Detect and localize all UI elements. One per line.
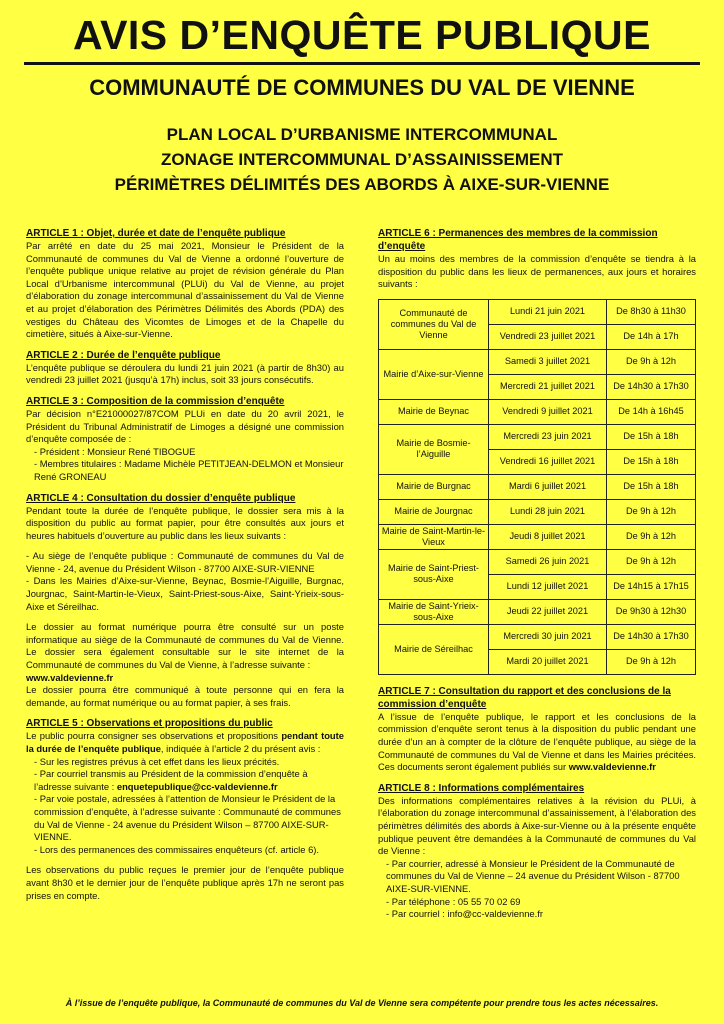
- table-cell-hours: De 9h à 12h: [607, 349, 696, 374]
- list-item: - Président : Monsieur René TIBOGUE: [34, 446, 344, 459]
- article-4: [26, 492, 344, 710]
- list-item: - Membres titulaires : Madame Michèle PETITJEAN-DELMON et Monsieur René GRONEAU: [34, 458, 344, 483]
- article-heading: ARTICLE 1 : Objet, durée et date de l’enquête publique: [26, 228, 286, 239]
- table-cell-location: Communauté de communes du Val de Vienne: [379, 299, 489, 349]
- table-cell-date: Mardi 20 juillet 2021: [489, 649, 607, 674]
- article-text: Par arrêté en date du 25 mai 2021, Monsieur le Président de la Communauté de communes du Val de Vienne a ordonné l’ouverture de l’enquête publique unique relative au projet de révision générale du Plan Local d’Urbanisme intercommunal (PLUi) du Val de Vienne, au projet d’élaboration du zonage intercommunal d’assainissement du Val de Vienne et au projet d’élaboration des Périmètres Délimités des Abords (PDA) des vestiges du Château des Vicomtes de Limoges et de la Chapelle du cimetière, situés à Aixe-sur-Vienne.: [26, 240, 344, 340]
- article-heading: ARTICLE 5 : Observations et propositions du public: [26, 718, 273, 730]
- table-cell-hours: De 14h15 à 17h15: [607, 574, 696, 599]
- table-cell-date: Vendredi 9 juillet 2021: [489, 399, 607, 424]
- table-row: [379, 474, 696, 499]
- permanences-table: [378, 299, 696, 675]
- table-row: [379, 599, 696, 624]
- table-cell-location: Mairie de Saint-Martin-le-Vieux: [379, 524, 489, 549]
- article-heading: ARTICLE 6 : Permanences des membres de la commission d’enquête: [378, 228, 658, 252]
- table-row: [379, 624, 696, 649]
- table-cell-hours: De 14h30 à 17h30: [607, 624, 696, 649]
- contact-list: [378, 858, 696, 921]
- article-text: [378, 711, 696, 774]
- observation-methods: [26, 756, 344, 857]
- article-text: - Au siège de l’enquête publique : Communauté de communes du Val de Vienne - 24, avenue du Président Wilson - 87700 AIXE-SUR-VIENNE: [26, 550, 344, 574]
- article-text: Les observations du public reçues le premier jour de l’enquête publique avant 8h30 et le dernier jour de l’enquête publique après 17h ne seront pas prises en compte.: [26, 864, 344, 901]
- table-cell-date: Lundi 21 juin 2021: [489, 299, 607, 324]
- table-cell-location: Mairie de Burgnac: [379, 474, 489, 499]
- article-text: Des informations complémentaires relatives à la révision du PLUi, à l’élaboration du zonage intercommunal d’assainissement, à l’élaboration des périmètres délimités des abords à Aixe-sur-Vienne ou à la présente enquête publique peuvent être demandées à la Communauté de communes du Val de Vienne :: [378, 794, 696, 857]
- table-cell-date: Jeudi 8 juillet 2021: [489, 524, 607, 549]
- article-text: - Dans les Mairies d’Aixe-sur-Vienne, Beynac, Bosmie-l’Aiguille, Burgnac, Jourgnac, Saint-Martin-le-Vieux, Saint-Priest-sous-Aixe, Saint-Yrieix-sous-Aixe et Séreilhac.: [26, 575, 344, 612]
- table-cell-date: Vendredi 16 juillet 2021: [489, 449, 607, 474]
- article-7: [378, 685, 696, 774]
- table-cell-date: Mercredi 21 juillet 2021: [489, 374, 607, 399]
- text-span: Le public pourra consigner ses observations et propositions: [26, 730, 282, 742]
- email-link[interactable]: enquetepublique@cc-valdevienne.fr: [116, 780, 278, 792]
- commission-list: [26, 446, 344, 484]
- title-divider: [24, 62, 700, 65]
- list-item: - Par courrier, adressé à Monsieur le Président de la Communauté de communes du Val de Vienne – 24 avenue du Président Wilson - 87700 AIXE-SUR-VIENNE.: [386, 858, 696, 896]
- table-row: [379, 299, 696, 324]
- table-cell-location: Mairie de Beynac: [379, 399, 489, 424]
- article-heading: ARTICLE 2 : Durée de l’enquête publique: [26, 349, 221, 361]
- table-cell-date: Mardi 6 juillet 2021: [489, 474, 607, 499]
- article-text: Le dossier pourra être communiqué à toute personne qui en fera la demande, au format numérique ou au format papier, à ses frais.: [26, 684, 344, 708]
- table-row: [379, 424, 696, 449]
- table-cell-location: Mairie de Jourgnac: [379, 499, 489, 524]
- website-link[interactable]: www.valdevienne.fr: [568, 761, 656, 773]
- table-cell-hours: De 9h à 12h: [607, 524, 696, 549]
- right-column: [378, 227, 696, 929]
- list-item: [34, 768, 344, 793]
- table-cell-location: Mairie d’Aixe-sur-Vienne: [379, 349, 489, 399]
- article-text: Par décision n°E21000027/87COM PLUi en date du 20 avril 2021, le Président du Tribunal Administratif de Limoges a désigné une commission d’enquête composée de :: [26, 407, 344, 445]
- article-3: [26, 395, 344, 484]
- article-text: L’enquête publique se déroulera du lundi 21 juin 2021 (à partir de 8h30) au vendredi 23 juillet 2021 (jusqu’à 17h) inclus, soit 33 jours consécutifs.: [26, 361, 344, 386]
- table-cell-hours: De 9h à 12h: [607, 549, 696, 574]
- plan-line: ZONAGE INTERCOMMUNAL D’ASSAINISSEMENT: [160, 150, 564, 169]
- table-cell-date: Lundi 12 juillet 2021: [489, 574, 607, 599]
- left-column: [26, 227, 344, 910]
- text-span: , indiquée à l’article 2 du présent avis :: [160, 743, 321, 754]
- article-1: [26, 227, 344, 341]
- table-cell-hours: De 15h à 18h: [607, 424, 696, 449]
- article-5: [26, 717, 344, 902]
- article-text: Un au moins des membres de la commission d’enquête se tiendra à la disposition du public dans les lieux de permanences, aux jours et horaires suivants :: [378, 253, 696, 290]
- table-cell-hours: De 9h à 12h: [607, 649, 696, 674]
- table-row: [379, 524, 696, 549]
- table-cell-location: Mairie de Bosmie-l’Aiguille: [379, 424, 489, 474]
- table-cell-location: Mairie de Saint-Yrieix-sous-Aixe: [379, 599, 489, 624]
- table-cell-hours: De 9h30 à 12h30: [607, 599, 696, 624]
- footer-note: À l’issue de l’enquête publique, la Communauté de communes du Val de Vienne sera compétente pour prendre tous les actes nécessaires.: [65, 998, 659, 1008]
- table-row: [379, 549, 696, 574]
- table-cell-hours: De 14h à 17h: [607, 324, 696, 349]
- table-row: [379, 399, 696, 424]
- table-cell-hours: De 14h30 à 17h30: [607, 374, 696, 399]
- list-item: - Par téléphone : 05 55 70 02 69: [386, 896, 696, 909]
- table-cell-hours: De 15h à 18h: [607, 474, 696, 499]
- article-heading: ARTICLE 7 : Consultation du rapport et des conclusions de la commission d’enquête: [378, 685, 671, 710]
- article-heading: ARTICLE 3 : Composition de la commission d’enquête: [26, 395, 285, 407]
- table-cell-hours: De 14h à 16h45: [607, 399, 696, 424]
- article-6: [378, 227, 696, 675]
- table-cell-hours: De 8h30 à 11h30: [607, 299, 696, 324]
- article-2: [26, 349, 344, 387]
- table-cell-hours: De 15h à 18h: [607, 449, 696, 474]
- article-text: [26, 730, 344, 755]
- list-item: - Sur les registres prévus à cet effet dans les lieux précités.: [34, 756, 344, 769]
- text-span: A l’issue de l’enquête publique, le rapport et les conclusions de la commission d’enquête seront tenus à la disposition du public pendant une durée d’un an à compter de la clôture de l’enquête publique, au siège de la Communauté de communes du Val de Vienne et dans les Mairies précitées. Ces documents seront également publiés sur: [378, 710, 696, 773]
- article-8: [378, 782, 696, 921]
- article-text: Pendant toute la durée de l’enquête publique, le dossier sera mis à la disposition du public au format papier, pour être consultés aux jours et heures habituels d’ouverture au public dans les lieux suivants :: [26, 504, 344, 541]
- text-span: Par courriel transmis au Président de la commission d’enquête à l’adresse suivante :: [34, 768, 308, 792]
- page-title: AVIS D’ENQUÊTE PUBLIQUE: [73, 12, 651, 58]
- article-text: Le dossier au format numérique pourra être consulté sur un poste informatique au siège de la Communauté de communes du Val de Vienne. Le dossier sera également consultable sur le site internet de la Communauté de communes du Val de Vienne, à l’adresse suivante :: [26, 621, 344, 671]
- list-item: - Par courriel : info@cc-valdevienne.fr: [386, 908, 696, 921]
- list-item: - Lors des permanences des commissaires enquêteurs (cf. article 6).: [34, 844, 344, 857]
- table-row: [379, 499, 696, 524]
- plan-line: PLAN LOCAL D’URBANISME INTERCOMMUNAL: [166, 125, 558, 144]
- plans-list: [0, 122, 724, 197]
- table-cell-date: Mercredi 23 juin 2021: [489, 424, 607, 449]
- table-cell-date: Lundi 28 juin 2021: [489, 499, 607, 524]
- bold-text: pendant toute la durée de l’enquête publique: [26, 730, 344, 754]
- table-cell-location: Mairie de Séreilhac: [379, 624, 489, 674]
- table-cell-location: Mairie de Saint-Priest-sous-Aixe: [379, 549, 489, 599]
- table-cell-hours: De 9h à 12h: [607, 499, 696, 524]
- table-row: [379, 349, 696, 374]
- article-heading: ARTICLE 4 : Consultation du dossier d’enquête publique: [26, 492, 296, 504]
- page-subtitle: COMMUNAUTÉ DE COMMUNES DU VAL DE VIENNE: [89, 75, 635, 100]
- table-cell-date: Mercredi 30 juin 2021: [489, 624, 607, 649]
- table-cell-date: Vendredi 23 juillet 2021: [489, 324, 607, 349]
- article-heading: ARTICLE 8 : Informations complémentaires: [378, 782, 585, 794]
- list-item: - Par voie postale, adressées à l’attention de Monsieur le Président de la commission d’enquête, à l’adresse suivante : Communauté de communes du Val de Vienne - 24 avenue du Président Wilson – 87700 AIXE-SUR-VIENNE.: [34, 793, 344, 843]
- table-cell-date: Samedi 3 juillet 2021: [489, 349, 607, 374]
- table-cell-date: Samedi 26 juin 2021: [489, 549, 607, 574]
- plan-line: PÉRIMÈTRES DÉLIMITÉS DES ABORDS À AIXE-SUR-VIENNE: [114, 175, 610, 194]
- website-link[interactable]: www.valdevienne.fr: [26, 671, 114, 683]
- table-cell-date: Jeudi 22 juillet 2021: [489, 599, 607, 624]
